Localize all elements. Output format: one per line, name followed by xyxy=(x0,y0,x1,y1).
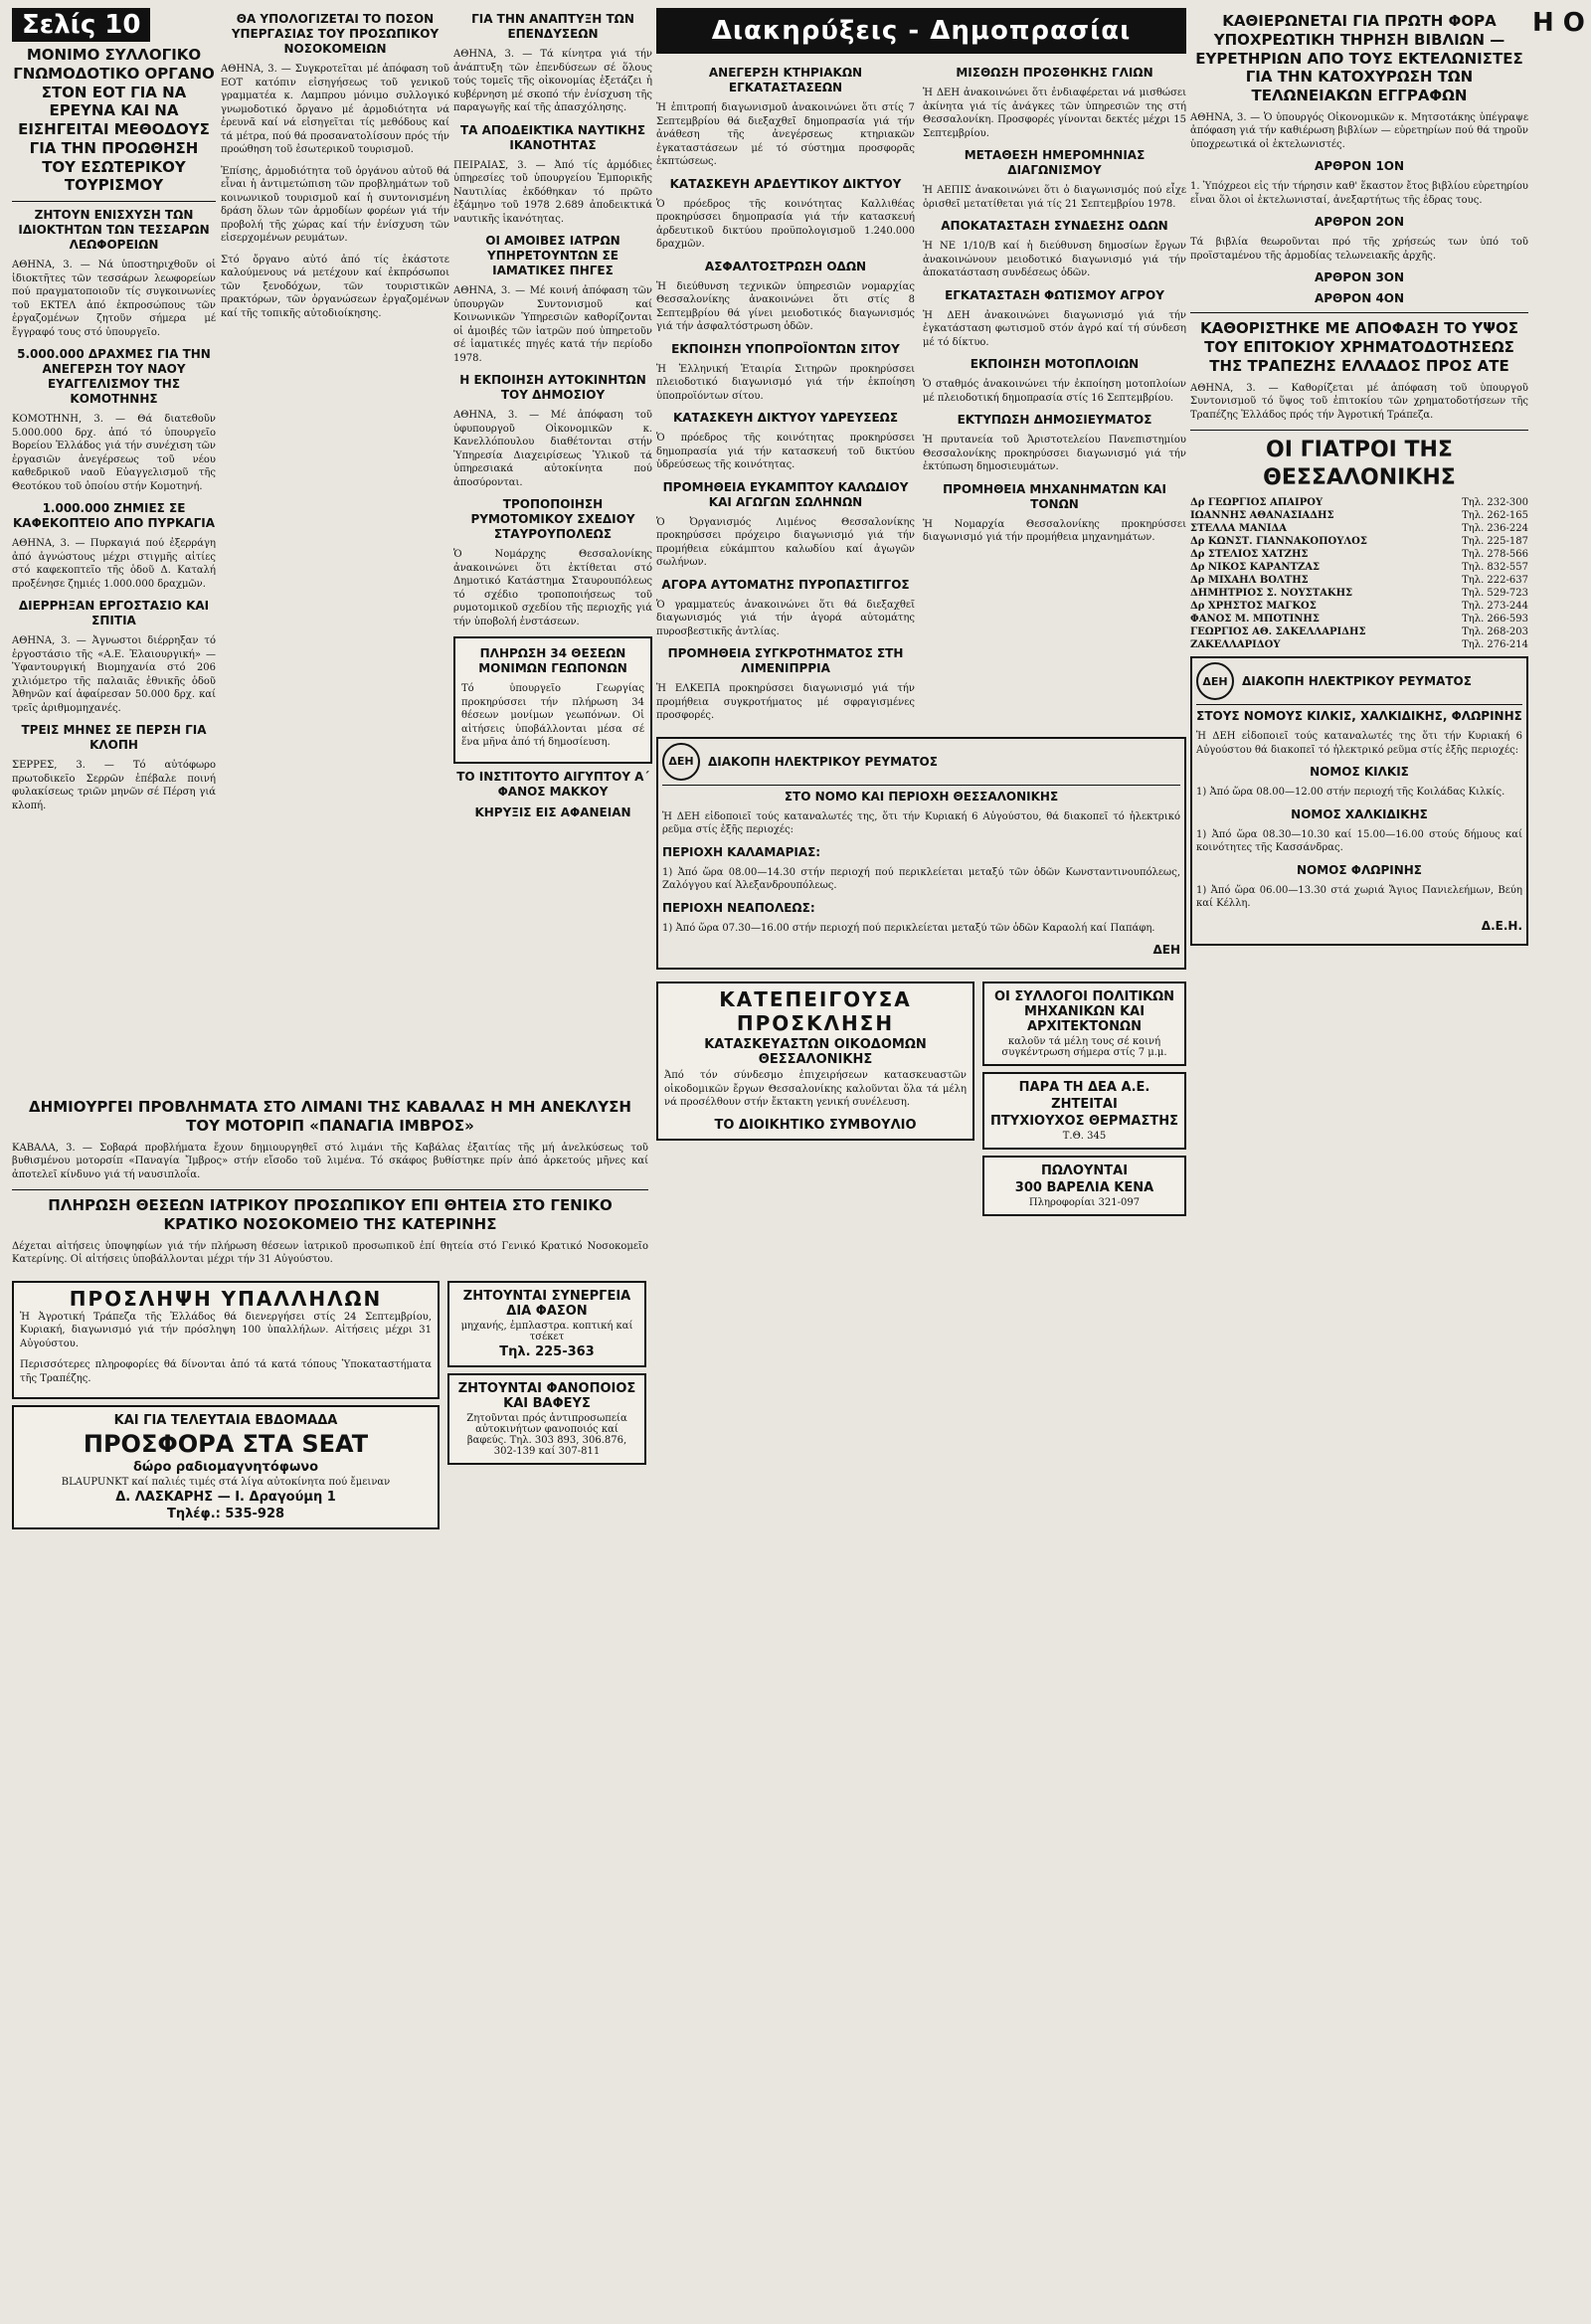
article-headline: ΕΚΠΟΙΗΣΗ ΜΟΤΟΠΛΟΙΩΝ xyxy=(970,357,1140,371)
article-body: Ἡ πρυτανεία τοῦ Ἀριστοτελείου Πανεπιστημίου Θεσσαλονίκης προκηρύσσει διαγωνισμό γιά τήν ἐκτύπωση δημοσιευμάτων. xyxy=(923,435,1186,472)
seat-dealer: Δ. ΛΑΣΚΑΡΗΣ — Ι. Δραγούμη 1 xyxy=(115,1490,336,1505)
tenders-banner: Διακηρύξεις - Δημοπρασίαι xyxy=(656,8,1186,54)
doctor-name: Δρ ΝΙΚΟΣ ΚΑΡΑΝΤΖΑΣ xyxy=(1190,562,1321,573)
article-body: ΑΘΗΝΑ, 3. — Μέ κοινή ἀπόφαση τῶν ὑπουργῶν Συντονισμοῦ καί Κοινωνικῶν Ὑπηρεσιῶν καθορίζονται οἱ ἀμοιβές τῶν ἰατρῶν πού ὑπηρετοῦν σέ ἰαματικές πηγές κατά τήν περίοδο 1978. xyxy=(453,285,652,364)
article-headline: ΠΡΟΜΗΘΕΙΑ ΜΗΧΑΝΗΜΑΤΩΝ ΚΑΙ ΤΟΝΩΝ xyxy=(943,481,1166,511)
column-6 xyxy=(1190,8,1528,952)
doctors-list xyxy=(1190,497,1528,650)
doctor-phone: Τηλ. 232-300 xyxy=(1462,497,1528,508)
barrels-ad xyxy=(982,1156,1186,1216)
article-headline: ΚΑΘΙΕΡΩΝΕΤΑΙ ΓΙΑ ΠΡΩΤΗ ΦΟΡΑ ΥΠΟΧΡΕΩΤΙΚΗ ΤΗΡΗΣΗ ΒΙΒΛΙΩΝ — ΕΥΡΕΤΗΡΙΩΝ ΑΠΟ ΤΟΥΣ ΕΚΤΕΛΩΝΙΣΤΕΣ ΓΙΑ ΤΗΝ ΚΑΤΟΧΥΡΩΣΗ ΤΩΝ ΤΕΛΩΝΕΙΑΚΩΝ ΕΓΓΡΑΦΩΝ xyxy=(1195,12,1523,104)
dea-body: ΠΤΥΧΙΟΥΧΟΣ ΘΕΡΜΑΣΤΗΣ xyxy=(990,1114,1178,1129)
article-headline: Η ΕΚΠΟΙΗΣΗ ΑΥΤΟΚΙΝΗΤΩΝ ΤΟΥ ΔΗΜΟΣΙΟΥ xyxy=(459,373,646,402)
power-cut-area-body: 1) Ἀπό ὥρα 08.00—14.30 στήν περιοχή πού περικλείεται μεταξύ τῶν ὁδῶν Κωνσταντινουπόλεως, Ζαλόγγου καί Ἀλεξανδρουπόλεως. xyxy=(662,866,1180,891)
article-headline: ΚΑΘΟΡΙΣΤΗΚΕ ΜΕ ΑΠΟΦΑΣΗ ΤΟ ΥΨΟΣ ΤΟΥ ΕΠΙΤΟΚΙΟΥ ΧΡΗΜΑΤΟΔΟΤΗΣΕΩΣ ΤΗΣ ΤΡΑΠΕΖΗΣ ΕΛΛΑΔΟΣ ΠΡΟΣ ΑΤΕ xyxy=(1200,319,1518,375)
doctor-name: Δρ ΚΩΝΣΤ. ΓΙΑΝΝΑΚΟΠΟΥΛΟΣ xyxy=(1190,536,1367,547)
doctors-title: ΟΙ ΓΙΑΤΡΟΙ ΤΗΣ ΘΕΣΣΑΛΟΝΙΚΗΣ xyxy=(1263,438,1456,490)
article-headline: ΤΡΟΠΟΠΟΙΗΣΗ ΡΥΜΟΤΟΜΙΚΟΥ ΣΧΕΔΙΟΥ ΣΤΑΥΡΟΥΠΟΛΕΩΣ xyxy=(470,497,635,541)
article-headline: ΑΝΕΓΕΡΣΗ ΚΤΗΡΙΑΚΩΝ ΕΓΚΑΤΑΣΤΑΣΕΩΝ xyxy=(708,66,863,94)
doctor-entry xyxy=(1190,626,1528,637)
seat-phone: Τηλέφ.: 535-928 xyxy=(166,1507,285,1521)
doctor-entry xyxy=(1190,601,1528,612)
ad-text: Ζητοῦνται πρός ἀντιπροσωπεία αὐτοκινήτων φανοποιός καί βαφεύς. Τηλ. 303 893, 306.876, 302-139 καί 307-811 xyxy=(466,1412,627,1457)
bottom-ads-right xyxy=(982,976,1186,1222)
article-body: Ἐπίσης, ἀρμοδιότητα τοῦ ὀργάνου αὐτοῦ θά εἶναι ἡ ἀντιμετώπιση τῶν προβλημάτων τοῦ κοινωνικοῦ τουρισμοῦ καί ἡ συντονισμένη δράση ὅλων τῶν ἀρμοδίων φορέων γιά τήν προβολή τῆς χώρας καί τήν ἐνίσχυση τῶν εἰσερχομένων ρευμάτων. xyxy=(221,165,449,244)
tenders-col-a xyxy=(656,62,915,731)
divider xyxy=(1190,430,1528,431)
article-headline: ΤΡΕΙΣ ΜΗΝΕΣ ΣΕ ΠΕΡΣΗ ΓΙΑ ΚΛΟΠΗ xyxy=(21,723,207,752)
article-headline: ΕΚΤΥΠΩΣΗ ΔΗΜΟΣΙΕΥΜΑΤΟΣ xyxy=(957,413,1152,427)
article-body: ΑΘΗΝΑ, 3. — Νά ὑποστηριχθοῦν οἱ ἰδιοκτῆτες τῶν τεσσάρων λεωφορείων πού πραγματοποιοῦν τίς συγκοινωνίες τοῦ ΕΚΤΕΛ ἀπό ἐκπροσώπους τῶν ἐργαζομένων ζητοῦν σήμερα μέ ἔγγραφό τους στό ὑπουργεῖο. xyxy=(12,260,216,338)
article-body: ΑΘΗΝΑ, 3. — Καθορίζεται μέ ἀπόφαση τοῦ ὑπουργοῦ Συντονισμοῦ τό ὕψος τοῦ ἐπιτοκίου τῶν χρηματοδοτήσεων τῆς Τραπέζης Ἑλλάδος πρός τήν Ἀγροτική Τράπεζα. xyxy=(1190,382,1528,421)
column-1 xyxy=(12,8,216,820)
power-cut-body: Ἡ ΔΕΗ εἰδοποιεῖ τούς καταναλωτές της, ὅτι τήν Κυριακή 6 Αὐγούστου, θά διακοπεῖ τό ἠλεκτρικό ρεῦμα στίς ἑξῆς περιοχές: xyxy=(662,810,1180,835)
engineers-body: καλοῦν τά μέλη τους σέ κοινή συγκέντρωση σήμερα στίς 7 μ.μ. xyxy=(1001,1036,1167,1058)
doctor-name: ΦΑΝΟΣ Μ. ΜΠΟΤΙΝΗΣ xyxy=(1190,614,1320,625)
doctor-phone: Τηλ. 225-187 xyxy=(1462,536,1528,547)
doctor-name: ΣΤΕΛΛΑ ΜΑΝΙΔΑ xyxy=(1190,523,1288,534)
notice-box xyxy=(453,636,652,764)
doctor-entry xyxy=(1190,523,1528,534)
tenders-columns xyxy=(656,62,1186,731)
power-cut-area: ΠΕΡΙΟΧΗ ΝΕΑΠΟΛΕΩΣ: xyxy=(662,900,815,915)
article-body: Ὁ γραμματεύς ἀνακοινώνει ὅτι θά διεξαχθεῖ διαγωνισμός γιά τήν ἀγορά αὐτομάτης πυροσβεστικῆς ἀντλίας. xyxy=(656,599,915,637)
dea-ad xyxy=(982,1072,1186,1150)
article-headline: ΤΑ ΑΠΟΔΕΙΚΤΙΚΑ ΝΑΥΤΙΚΗΣ ΙΚΑΝΟΤΗΤΑΣ xyxy=(459,122,646,152)
article-body: ΑΘΗΝΑ, 3. — Ἀγνωστοι διέρρηξαν τό ἐργοστάσιο τῆς «Α.Ε. Ἐλαιουργική» — Ὑφαντουργική Βιομηχανία στό 206 χιλιόμετρο τῆς παλαιᾶς ἐθνικῆς ὁδοῦ Ἀθηνῶν καί ἀφαίρεσαν 50.000 δρχ. καί τρεῖς ἀριθμομηχανές. xyxy=(12,635,216,714)
power-cut-area-body: 1) Ἀπό ὥρα 07.30—16.00 στήν περιοχή πού περικλείεται μεταξύ τῶν ὁδῶν Καραολή καί Παπάφη. xyxy=(662,922,1155,934)
article-body: Ὁ πρόεδρος τῆς κοινότητας Καλλιθέας προκηρύσσει δημοπρασία γιά τήν κατασκευή ἀρδευτικοῦ δικτύου προϋπολογισμοῦ 1.240.000 δραχμῶν. xyxy=(656,198,915,250)
fanopoios-ad xyxy=(447,1373,646,1465)
power-cut-sign: Δ.Ε.Η. xyxy=(1481,918,1522,933)
doctor-phone: Τηλ. 266-593 xyxy=(1462,614,1528,625)
article-body: Ὁ Νομάρχης Θεσσαλονίκης ἀνακοινώνει ὅτι ἐκτίθεται στό Δημοτικό Κατάστημα Σταυρουπόλεως τό σχέδιο τροποποιήσεως τοῦ ρυμοτομικοῦ σχεδίου τῆς περιοχῆς γιά τήν ὑποβολή ἐνστάσεων. xyxy=(453,549,652,627)
seat-line4: BLAUPUNKT καί παλιές τιμές στά λίγα αὐτοκίνητα πού ἔμειναν xyxy=(61,1477,391,1488)
article-headline: ΕΓΚΑΤΑΣΤΑΣΗ ΦΩΤΙΣΜΟΥ ΑΓΡΟΥ xyxy=(945,287,1164,302)
doctor-entry xyxy=(1190,510,1528,521)
article-headline: ΘΑ ΥΠΟΛΟΓΙΖΕΤΑΙ ΤΟ ΠΟΣΟΝ ΥΠΕΡΓΑΣΙΑΣ ΤΟΥ ΠΡΟΣΩΠΙΚΟΥ ΝΟΣΟΚΟΜΕΙΩΝ xyxy=(231,12,440,56)
seat-line2: ΠΡΟΣΦΟΡΑ ΣΤΑ SEAT xyxy=(83,1430,369,1458)
article-body: Ὁ πρόεδρος τῆς κοινότητας προκηρύσσει δημοπρασία γιά τήν κατασκευή τοῦ δικτύου ὑδρεύσεως τῆς κοινότητας. xyxy=(656,433,915,470)
article-headline: ΠΛΗΡΩΣΗ ΘΕΣΕΩΝ ΙΑΤΡΙΚΟΥ ΠΡΟΣΩΠΙΚΟΥ ΕΠΙ ΘΗΤΕΙΑ ΣΤΟ ΓΕΝΙΚΟ ΚΡΑΤΙΚΟ ΝΟΣΟΚΟΜΕΙΟ ΤΗΣ ΚΑΤΕΡΙΝΗΣ xyxy=(48,1196,613,1233)
power-cut-header xyxy=(662,743,1180,786)
article-subhead: ΑΡΘΡΟΝ 1ΟΝ xyxy=(1314,159,1405,174)
ads-right xyxy=(447,1275,646,1536)
power-cut-title: ΔΙΑΚΟΠΗ ΗΛΕΚΤΡΙΚΟΥ ΡΕΥΜΑΤΟΣ xyxy=(1242,674,1472,688)
doctor-entry xyxy=(1190,575,1528,586)
doctor-phone: Τηλ. 273-244 xyxy=(1462,601,1528,612)
ad-phone: Τηλ. 225-363 xyxy=(499,1343,595,1359)
article-headline: ΜΕΤΑΘΕΣΗ ΗΜΕΡΟΜΗΝΙΑΣ ΔΙΑΓΩΝΙΣΜΟΥ xyxy=(964,148,1146,177)
article-body: Ἡ ΝΕ 1/10/Β καί ἡ διεύθυνση δημοσίων ἔργων ἀνακοινώνουν μειοδοτικό διαγωνισμό γιά τήν ἀποκατάσταση συνδέσεως ὁδῶν. xyxy=(923,241,1186,278)
doctor-name: Δρ ΜΙΧΑΗΛ ΒΟΛΤΗΣ xyxy=(1190,575,1309,586)
hire-title: ΠΡΟΣΛΗΨΗ ΥΠΑΛΛΗΛΩΝ xyxy=(69,1286,383,1311)
doctor-entry xyxy=(1190,639,1528,650)
doctor-phone: Τηλ. 262-165 xyxy=(1462,510,1528,521)
article-body: ΑΘΗΝΑ, 3. — Πυρκαγιά πού ἐξερράγη ἀπό ἀγνώστους μέχρι στιγμῆς αἰτίες στό καφεκοπτεῖο τῆς ὁδοῦ Δ. Καταλή προξένησε ζημιές 1.000.000 δραχμῶν. xyxy=(12,538,216,590)
article-body: Ὁ Ὀργανισμός Λιμένος Θεσσαλονίκης προκηρύσσει πρόχειρο διαγωνισμό γιά τήν προμήθεια εὐκάμπτου καλωδίου καί ἀγωγῶν σωλήνων. xyxy=(656,516,915,568)
doctor-entry xyxy=(1190,497,1528,508)
article-body: ΑΘΗΝΑ, 3. — Ὁ ὑπουργός Οἰκονομικῶν κ. Μητσοτάκης ὑπέγραψε ἀπόφαση γιά τήν καθιέρωση βιβλίων — εὑρετηρίων πού θά τηροῦν ὑποχρεωτικά οἱ ἐκτελωνιστές. xyxy=(1190,111,1528,150)
power-cut-notice xyxy=(1190,656,1528,946)
lower-left-section xyxy=(12,1094,648,1535)
invitation-body: Ἀπό τόν σύνδεσμο ἐπιχειρήσεων κατασκευαστῶν οἰκοδομικῶν ἔργων Θεσσαλονίκης καλοῦνται ὅλα τά μέλη νά προσέλθουν στήν ἔκτακτη γενική συνέλευση. xyxy=(664,1070,967,1108)
article-body: Στό ὄργανο αὐτό ἀπό τίς ἑκάστοτε καλούμενους νά μετέχουν καί ἐκπρόσωποι τῶν ξενοδόχων, τῶν τουριστικῶν πρακτόρων, τῶν ὀργανώσεων ἐργαζομένων καί τῆς τοπικῆς αὐτοδιοίκησης. xyxy=(221,254,449,319)
article-headline: ΑΓΟΡΑ ΑΥΤΟΜΑΤΗΣ ΠΥΡΟΠΑΣΤΙΓΓΟΣ xyxy=(661,577,910,592)
tenders-col-b xyxy=(923,62,1186,731)
power-cut-notice xyxy=(656,737,1186,971)
article-body: ΠΕΙΡΑΙΑΣ, 3. — Ἀπό τίς ἁρμόδιες ὑπηρεσίες τοῦ ὑπουργείου Ἐμπορικῆς Ναυτιλίας ἐκδόθηκαν τό πρῶτο ἑξάμηνο τοῦ 1978 2.689 ἀποδεικτικά ναυτικῆς ἱκανότητας. xyxy=(453,159,652,225)
article-body: ΚΟΜΟΤΗΝΗ, 3. — Θά διατεθοῦν 5.000.000 δρχ. ἀπό τό ὑπουργεῖο Βορείου Ἑλλάδος γιά τήν συνέχιση τῶν ἐργασιῶν ἀνεγέρσεως τοῦ νέου καθεδρικοῦ ναοῦ Εὐαγγελισμοῦ τῆς Θεοτόκου τοῦ ὁποίου στήν Κομοτηνή. xyxy=(12,414,216,492)
article-body: Τά βιβλία θεωροῦνται πρό τῆς χρήσεώς των ὑπό τοῦ προϊσταμένου τῆς ἁρμοδίας τελωνειακῆς ἀρχῆς. xyxy=(1190,237,1528,262)
article-headline: ΠΛΗΡΩΣΗ 34 ΘΕΣΕΩΝ ΜΟΝΙΜΩΝ ΓΕΩΠΟΝΩΝ xyxy=(478,646,627,675)
urgent-invitation-ad xyxy=(656,982,974,1141)
article-headline: ΔΗΜΙΟΥΡΓΕΙ ΠΡΟΒΛΗΜΑΤΑ ΣΤΟ ΛΙΜΑΝΙ ΤΗΣ ΚΑΒΑΛΑΣ Η ΜΗ ΑΝΕΚΛΥΣΗ ΤΟΥ ΜΟΤΟΡΙΠ «ΠΑΝΑΓΙΑ ΙΜΒΡΟΣ» xyxy=(29,1098,631,1135)
article-headline: ΟΙ ΑΜΟΙΒΕΣ ΙΑΤΡΩΝ ΥΠΗΡΕΤΟΥΝΤΩΝ ΣΕ ΙΑΜΑΤΙΚΕΣ ΠΗΓΕΣ xyxy=(485,234,620,277)
article-body: ΑΘΗΝΑ, 3. — Τά κίνητρα γιά τήν ἀνάπτυξη τῶν ἐπενδύσεων σέ ὅλους τούς τομεῖς τῆς οἰκονομίας ἐξετάζει ἡ κυβέρνηση μέ σκοπό τήν ἐνίσχυση τῆς παραγωγῆς καί τῆς ἀπασχόλησης. xyxy=(453,49,652,113)
article-headline: ΠΡΟΜΗΘΕΙΑ ΣΥΓΚΡΟΤΗΜΑΤΟΣ ΣΤΗ ΛΙΜΕΝΙΠΡΡΙΑ xyxy=(667,646,904,675)
article-body: Ἡ ΔΕΗ ἀνακοινώνει ὅτι ἐνδιαφέρεται νά μισθώσει ἀκίνητα γιά τίς ἀνάγκες τῶν ὑπηρεσιῶν της στή Θεσσαλονίκη. Προσφορές γίνονται δεκτές μέχρι 15 Σεπτεμβρίου. xyxy=(923,88,1186,139)
divider xyxy=(12,1189,648,1190)
article-headline: ΚΗΡΥΞΙΣ ΕΙΣ ΑΦΑΝΕΙΑΝ xyxy=(474,804,631,819)
power-cut-sign: ΔΕΗ xyxy=(1152,943,1180,957)
seat-line1: ΚΑΙ ΓΙΑ ΤΕΛΕΥΤΑΙΑ ΕΒΔΟΜΑΔΑ xyxy=(113,1413,338,1428)
sale-phone: Πληροφορίαι 321-097 xyxy=(1028,1197,1141,1208)
article-body: Τό ὑπουργεῖο Γεωργίας προκηρύσσει τήν πλήρωση 34 θέσεων μονίμων γεωπόνων. Οἱ αἰτήσεις ὑποβάλλονται μέσα σέ ἕνα μῆνα ἀπό τή δημοσίευση. xyxy=(461,683,644,748)
doctor-phone: Τηλ. 222-637 xyxy=(1462,575,1528,586)
power-cut-area-body: 1) Ἀπό ὥρα 08.00—12.00 στήν περιοχή τῆς Κοιλάδας Κιλκίς. xyxy=(1196,787,1505,798)
column-2 xyxy=(221,8,449,328)
power-cut-area: ΝΟΜΟΣ ΧΑΛΚΙΔΙΚΗΣ xyxy=(1291,806,1428,821)
sale-body: 300 ΒΑΡΕΛΙΑ ΚΕΝΑ xyxy=(1014,1180,1154,1195)
ad-title: ΖΗΤΟΥΝΤΑΙ ΦΑΝΟΠΟΙΟΣ ΚΑΙ ΒΑΦΕΥΣ xyxy=(457,1380,636,1411)
divider xyxy=(12,201,216,202)
doctor-phone: Τηλ. 278-566 xyxy=(1462,549,1528,560)
doctor-name: ΔΗΜΗΤΡΙΟΣ Σ. ΝΟΥΣΤΑΚΗΣ xyxy=(1190,588,1353,599)
dea-sub: ΖΗΤΕΙΤΑΙ xyxy=(1051,1097,1118,1112)
doctor-phone: Τηλ. 529-723 xyxy=(1462,588,1528,599)
power-cut-area: ΝΟΜΟΣ ΦΛΩΡΙΝΗΣ xyxy=(1297,862,1422,877)
doctor-name: Δρ ΓΕΩΡΓΙΟΣ ΑΠΑΙΡΟΥ xyxy=(1190,497,1324,508)
power-cut-area: ΝΟΜΟΣ ΚΙΛΚΙΣ xyxy=(1310,765,1409,779)
doctor-phone: Τηλ. 276-214 xyxy=(1462,639,1528,650)
sinergeia-ad xyxy=(447,1281,646,1367)
seat-ad xyxy=(12,1405,440,1529)
article-headline: ΑΠΟΚΑΤΑΣΤΑΣΗ ΣΥΝΔΕΣΗΣ ΟΔΩΝ xyxy=(941,219,1168,233)
article-body: 1. Ὑπόχρεοι εἰς τήν τήρησιν καθ' ἕκαστον ἔτος βιβλίου εὑρετηρίου εἶναι ὅλοι οἱ ἐκτελωνισταί, ἀνεξαρτήτως τῆς ἐδρας τους. xyxy=(1190,181,1528,206)
article-headline: ΠΡΟΜΗΘΕΙΑ ΕΥΚΑΜΠΤΟΥ ΚΑΛΩΔΙΟΥ ΚΑΙ ΑΓΩΓΩΝ ΣΩΛΗΝΩΝ xyxy=(662,479,909,509)
article-body: ΣΕΡΡΕΣ, 3. — Τό αὐτόφωρο πρωτοδικεῖο Σερρῶν ἐπέβαλε ποινή φυλακίσεως τριῶν μηνῶν σέ Πέρση γιά κλοπή. xyxy=(12,760,216,811)
power-cut-subtitle: ΣΤΟΥΣ ΝΟΜΟΥΣ ΚΙΛΚΙΣ, ΧΑΛΚΙΔΙΚΗΣ, ΦΛΩΡΙΝΗΣ xyxy=(1196,709,1522,723)
bottom-ads xyxy=(656,976,1186,1222)
column-3 xyxy=(453,8,652,826)
article-headline: 5.000.000 ΔΡΑΧΜΕΣ ΓΙΑ ΤΗΝ ΑΝΕΓΕΡΣΗ ΤΟΥ ΝΑΟΥ ΕΥΑΓΓΕΛΙΣΜΟΥ ΤΗΣ ΚΟΜΟΤΗΝΗΣ xyxy=(17,347,211,406)
ads-row xyxy=(12,1275,648,1536)
hire-body: Ἡ Ἀγροτική Τράπεζα τῆς Ἑλλάδος θά διενεργήσει στίς 24 Σεπτεμβρίου, Κυριακή, διαγωνισμό γιά τήν πρόσληψη 100 ὑπαλλήλων. Αἰτήσεις μέχρι 31 Αὐγούστου. xyxy=(20,1311,432,1349)
article-headline: ΓΙΑ ΤΗΝ ΑΝΑΠΤΥΞΗ ΤΩΝ ΕΠΕΝΔΥΣΕΩΝ xyxy=(471,12,634,41)
article-body: ΚΑΒΑΛΑ, 3. — Σοβαρά προβλήματα ἔχουν δημιουργηθεῖ στό λιμάνι τῆς Καβάλας ἐξαιτίας τῆς μή ἀνελκύσεως τοῦ βυθισμένου μοτορσίπ «Παναγία Ἴμβρος» στήν εἴσοδο τοῦ λιμένα. Τό σκάφος βυθίστηκε πρίν ἀπό ἀρκετούς μῆνες καί ἀποτελεῖ κίνδυνο γιά τή ναυσιπλοΐα. xyxy=(12,1142,648,1180)
article-body: Δέχεται αἰτήσεις ὑποψηφίων γιά τήν πλήρωση θέσεων ἰατρικοῦ προσωπικοῦ ἐπί θητεία στό Γενικό Κρατικό Νοσοκομεῖο Κατερίνης. Οἱ αἰτήσεις ὑποβάλλονται μέχρι τήν 31 Αὐγούστου. xyxy=(12,1240,648,1265)
page-label: Σελίς 10 xyxy=(12,8,150,42)
doctor-entry xyxy=(1190,562,1528,573)
power-cut-header xyxy=(1196,662,1522,705)
invitation-title: ΚΑΤΕΠΕΙΓΟΥΣΑ ΠΡΟΣΚΛΗΣΗ xyxy=(719,987,912,1035)
power-cut-area-body: 1) Ἀπό ὥρα 06.00—13.30 στά χωριά Ἄγιος Πανιελεήμων, Βεύη καί Κέλλη. xyxy=(1196,884,1522,909)
article-body: ΑΘΗΝΑ, 3. — Μέ ἀπόφαση τοῦ ὑφυπουργοῦ Οἰκονομικῶν κ. Κανελλόπουλου διαθέτονται στήν Ὑπηρεσία Διαχειρίσεως Ὑλικοῦ τά ὑπηρεσιακά αὐτοκίνητα πού ἀποσύρονται. xyxy=(453,410,652,488)
article-body: Ἡ ΕΛΚΕΠΑ προκηρύσσει διαγωνισμό γιά τήν προμήθεια συγκροτήματος μέ σφραγισμένες προσφορές. xyxy=(656,683,915,721)
bottom-ads-left xyxy=(656,976,974,1222)
doctor-phone: Τηλ. 268-203 xyxy=(1462,626,1528,637)
engineers-ad xyxy=(982,982,1186,1066)
article-headline: ΤΟ ΙΝΣΤΙΤΟΥΤΟ ΑΙΓΥΠΤΟΥ Α΄ ΦΑΝΟΣ ΜΑΚΚΟΥ xyxy=(456,769,649,799)
article-body: Ὁ σταθμός ἀνακοινώνει τήν ἐκποίηση μοτοπλοίων μέ πλειοδοτική δημοπρασία στίς 16 Σεπτεμβρίου. xyxy=(923,379,1186,404)
dea-title: ΠΑΡΑ ΤΗ ΔΕΑ Α.Ε. xyxy=(1018,1080,1150,1095)
ads-left xyxy=(12,1275,440,1536)
divider xyxy=(1190,312,1528,313)
doctor-entry xyxy=(1190,536,1528,547)
doctor-phone: Τηλ. 236-224 xyxy=(1462,523,1528,534)
ad-title: ΖΗΤΟΥΝΤΑΙ ΣΥΝΕΡΓΕΙΑ ΔΙΑ ΦΑΣΟΝ xyxy=(462,1288,631,1319)
article-body: ΑΘΗΝΑ, 3. — Συγκροτεῖται μέ ἀπόφαση τοῦ ΕΟΤ κατόπιν εἰσηγήσεως τοῦ γενικοῦ γραμματέα κ. Λαμπρου μόνιμο συλλογικό γνωμοδοτικό ὄργανο μέ ἀρμοδιότητα νά ἐρευνᾶ καί νά εἰσηγεῖται τίς μεθόδους καί τά μέτρα, πού θά προσανατολίσουν πρός τήν προώθηση τοῦ ἐσωτερικοῦ τουρισμοῦ. xyxy=(221,64,449,155)
lead-headline: ΜΟΝΙΜΟ ΣΥΛΛΟΓΙΚΟ ΓΝΩΜΟΔΟΤΙΚΟ ΟΡΓΑΝΟ ΣΤΟΝ ΕΟΤ ΓΙΑ ΝΑ ΕΡΕΥΝΑ ΚΑΙ ΝΑ ΕΙΣΗΓΕΙΤΑΙ ΜΕΘΟΔΟΥΣ ΓΙΑ ΤΗΝ ΠΡΟΩΘΗΣΗ ΤΟΥ ΕΣΩΤΕΡΙΚΟΥ ΤΟΥΡΙΣΜΟΥ xyxy=(13,46,215,195)
dei-logo-icon: ΔΕΗ xyxy=(1196,662,1234,700)
power-cut-area: ΠΕΡΙΟΧΗ ΚΑΛΑΜΑΡΙΑΣ: xyxy=(662,844,821,859)
doctor-entry xyxy=(1190,549,1528,560)
article-body: Ἡ ἐπιτροπή διαγωνισμοῦ ἀνακοινώνει ὅτι στίς 7 Σεπτεμβρίου θά διεξαχθεῖ δημοπρασία γιά τήν ἀνάθεση τῆς ἀνεγέρσεως κτηριακῶν ἐγκαταστάσεων μέ τό σύστημα προσφορᾶς ἐκπτώσεως. xyxy=(656,102,915,167)
article-subhead: ΑΡΘΡΟΝ 2ΟΝ xyxy=(1314,215,1405,230)
doctor-entry xyxy=(1190,614,1528,625)
article-body: Ἡ ΑΕΠΙΣ ἀνακοινώνει ὅτι ὁ διαγωνισμός πού εἶχε ὁρισθεῖ μετατίθεται γιά τίς 21 Σεπτεμβρίου 1978. xyxy=(923,185,1186,210)
doctor-name: Δρ ΣΤΕΛΙΟΣ ΧΑΤΖΗΣ xyxy=(1190,549,1309,560)
power-cut-area-body: 1) Ἀπό ὥρα 08.30—10.30 καί 15.00—16.00 στούς δήμους καί κοινότητες τῆς Κασσάνδρας. xyxy=(1196,828,1522,853)
tenders-section xyxy=(656,8,1186,1222)
doctor-entry xyxy=(1190,588,1528,599)
article-headline: ΜΙΣΘΩΣΗ ΠΡΟΣΘΗΚΗΣ ΓΛΙΩΝ xyxy=(956,66,1153,80)
power-cut-subtitle: ΣΤΟ ΝΟΜΟ ΚΑΙ ΠΕΡΙΟΧΗ ΘΕΣΣΑΛΟΝΙΚΗΣ xyxy=(784,789,1059,804)
doctor-phone: Τηλ. 832-557 xyxy=(1462,562,1528,573)
seat-line3: δώρο ραδιομαγνητόφωνο xyxy=(132,1460,319,1475)
article-headline: ΖΗΤΟΥΝ ΕΝΙΣΧΥΣΗ ΤΩΝ ΙΔΙΟΚΤΗΤΩΝ ΤΩΝ ΤΕΣΣΑΡΩΝ ΛΕΩΦΟΡΕΙΩΝ xyxy=(18,208,210,252)
article-subhead: ΑΡΘΡΟΝ 4ΟΝ xyxy=(1314,291,1405,306)
clipped-text: Η Ο xyxy=(1532,8,1585,38)
dei-logo-icon: ΔΕΗ xyxy=(662,743,700,781)
hire-more: Περισσότερες πληροφορίες θά δίνονται ἀπό τά κατά τόπους Ὑποκαταστήματα τῆς Τραπέζης. xyxy=(20,1359,432,1384)
article-body: Ἡ διεύθυνση τεχνικῶν ὑπηρεσιῶν νομαρχίας Θεσσαλονίκης ἀνακοινώνει ὅτι στίς 8 Σεπτεμβρίου θά γίνει μειοδοτικός διαγωνισμός γιά τήν ἀσφαλτόστρωση ὁδῶν. xyxy=(656,280,915,332)
doctor-name: ΙΩΑΝΝΗΣ ΑΘΑΝΑΣΙΑΔΗΣ xyxy=(1190,510,1334,521)
article-headline: ΚΑΤΑΣΚΕΥΗ ΑΡΔΕΥΤΙΚΟΥ ΔΙΚΤΥΟΥ xyxy=(669,176,902,191)
doctor-name: ΖΑΚΕΛΛΑΡΙΔΟΥ xyxy=(1190,639,1281,650)
dea-phone: Τ.Θ. 345 xyxy=(1062,1131,1107,1142)
power-cut-title: ΔΙΑΚΟΠΗ ΗΛΕΚΤΡΙΚΟΥ ΡΕΥΜΑΤΟΣ xyxy=(708,754,938,769)
article-headline: ΚΑΤΑΣΚΕΥΗ ΔΙΚΤΥΟΥ ΥΔΡΕΥΣΕΩΣ xyxy=(672,411,899,425)
clipped-next-page xyxy=(1532,8,1591,38)
article-headline: ΑΣΦΑΛΤΟΣΤΡΩΣΗ ΟΔΩΝ xyxy=(704,259,867,273)
article-subhead: ΑΡΘΡΟΝ 3ΟΝ xyxy=(1314,270,1405,285)
article-body: Ἡ ΔΕΗ ἀνακοινώνει διαγωνισμό γιά τήν ἐγκατάσταση φωτισμοῦ στόν ἀγρό καί τή σύνδεση μέ τό δίκτυο. xyxy=(923,309,1186,348)
doctor-name: Δρ ΧΡΗΣΤΟΣ ΜΑΓΚΟΣ xyxy=(1190,601,1317,612)
hire-ad xyxy=(12,1281,440,1400)
article-headline: ΔΙΕΡΡΗΞΑΝ ΕΡΓΟΣΤΑΣΙΟ ΚΑΙ ΣΠΙΤΙΑ xyxy=(18,599,210,627)
article-body: Ἡ Νομαρχία Θεσσαλονίκης προκηρύσσει διαγωνισμό γιά τήν προμήθεια μηχανημάτων. xyxy=(923,518,1186,543)
article-headline: 1.000.000 ΖΗΜΙΕΣ ΣΕ ΚΑΦΕΚΟΠΤΕΙΟ ΑΠΟ ΠΥΡΚΑΓΙΑ xyxy=(13,501,215,530)
article-headline: ΕΚΠΟΙΗΣΗ ΥΠΟΠΡΟΪΟΝΤΩΝ ΣΙΤΟΥ xyxy=(671,341,900,356)
invitation-sign: ΤΟ ΔΙΟΙΚΗΤΙΚΟ ΣΥΜΒΟΥΛΙΟ xyxy=(714,1117,917,1133)
ad-text: μηχανής, ἐμπλαστρα. κοπτική καί τσέκετ xyxy=(460,1320,633,1342)
article-body: Ἡ Ἑλληνική Ἑταιρία Σιτηρῶν προκηρύσσει πλειοδοτικό διαγωνισμό γιά τήν ἐκποίηση ὑποπροϊόντων σίτου. xyxy=(656,363,915,402)
power-cut-body: Ἡ ΔΕΗ εἰδοποιεῖ τούς καταναλωτές της ὅτι τήν Κυριακή 6 Αὐγούστου θά διακοπεῖ τό ἠλεκτρικό ρεῦμα στίς ἑξῆς περιοχές: xyxy=(1196,731,1522,756)
doctor-name: ΓΕΩΡΓΙΟΣ ΑΘ. ΣΑΚΕΛΛΑΡΙΔΗΣ xyxy=(1190,626,1366,637)
sale-title: ΠΩΛΟΥΝΤΑΙ xyxy=(1040,1163,1129,1178)
invitation-subtitle: ΚΑΤΑΣΚΕΥΑΣΤΩΝ ΟΙΚΟΔΟΜΩΝ ΘΕΣΣΑΛΟΝΙΚΗΣ xyxy=(704,1037,927,1067)
engineers-title: ΟΙ ΣΥΛΛΟΓΟΙ ΠΟΛΙΤΙΚΩΝ ΜΗΧΑΝΙΚΩΝ ΚΑΙ ΑΡΧΙΤΕΚΤΟΝΩΝ xyxy=(993,989,1175,1034)
